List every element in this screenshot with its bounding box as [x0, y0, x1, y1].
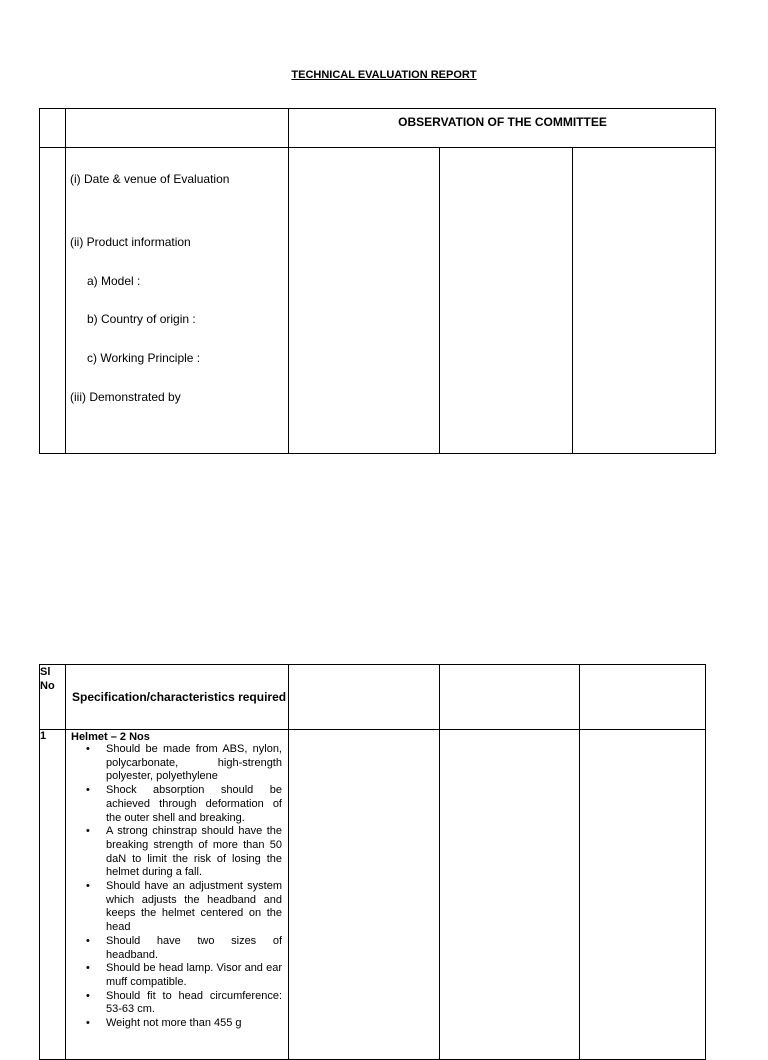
table-col-divider [572, 147, 573, 454]
table-col-divider [288, 108, 289, 454]
empty-cell [289, 665, 440, 730]
row-number: 1 [40, 730, 66, 1060]
empty-cell [580, 665, 706, 730]
specification-table [39, 664, 706, 1060]
list-item: • Should have two sizes of headband. [82, 935, 282, 962]
item-demonstrated-by: (iii) Demonstrated by [70, 390, 181, 404]
list-item: • Should be head lamp. Visor and ear muff compatible. [82, 962, 282, 989]
item-working-principle: c) Working Principle : [87, 351, 201, 365]
table-col-divider [439, 147, 440, 454]
item-model: a) Model : [87, 274, 141, 288]
list-item: • Shock absorption should be achieved through deformation of the outer shell and breaking. [82, 784, 282, 825]
item-country-origin: b) Country of origin : [87, 312, 196, 326]
item-date-venue: (i) Date & venue of Evaluation [70, 172, 230, 186]
table-header-divider [39, 147, 716, 148]
item-title: Helmet – 2 Nos [71, 731, 150, 743]
list-item: • Should fit to head circumference: 53-63 cm. [82, 990, 282, 1017]
table-border-bottom [39, 453, 716, 454]
spec-bullet-list [66, 743, 288, 1031]
item-product-info: (ii) Product information [70, 235, 191, 249]
table-col-divider [65, 108, 66, 454]
list-item: • Should have an adjustment system which adjusts the headband and keeps the helmet centered on the head [82, 880, 282, 935]
list-item: • A strong chinstrap should have the breaking strength of more than 50 daN to limit the risk of losing the helmet during a fall. [82, 825, 282, 880]
table-row [40, 730, 706, 1060]
empty-cell [440, 730, 580, 1060]
report-title: TECHNICAL EVALUATION REPORT [291, 69, 477, 81]
observation-header: OBSERVATION OF THE COMMITTEE [398, 115, 607, 129]
spec-cell [66, 730, 289, 1060]
table-border-left [39, 108, 40, 454]
sl-no-header: Sl No [40, 665, 66, 730]
list-item: • Weight not more than 455 g [82, 1017, 282, 1031]
empty-cell [580, 730, 706, 1060]
empty-cell [440, 665, 580, 730]
list-item: • Should be made from ABS, nylon, polycarbonate, high-strength polyester, polyethylene [82, 743, 282, 784]
table-border-right [715, 108, 716, 454]
empty-cell [289, 730, 440, 1060]
spec-header: Specification/characteristics required [66, 665, 289, 730]
table-border-top [39, 108, 716, 109]
table-header-row [40, 665, 706, 730]
